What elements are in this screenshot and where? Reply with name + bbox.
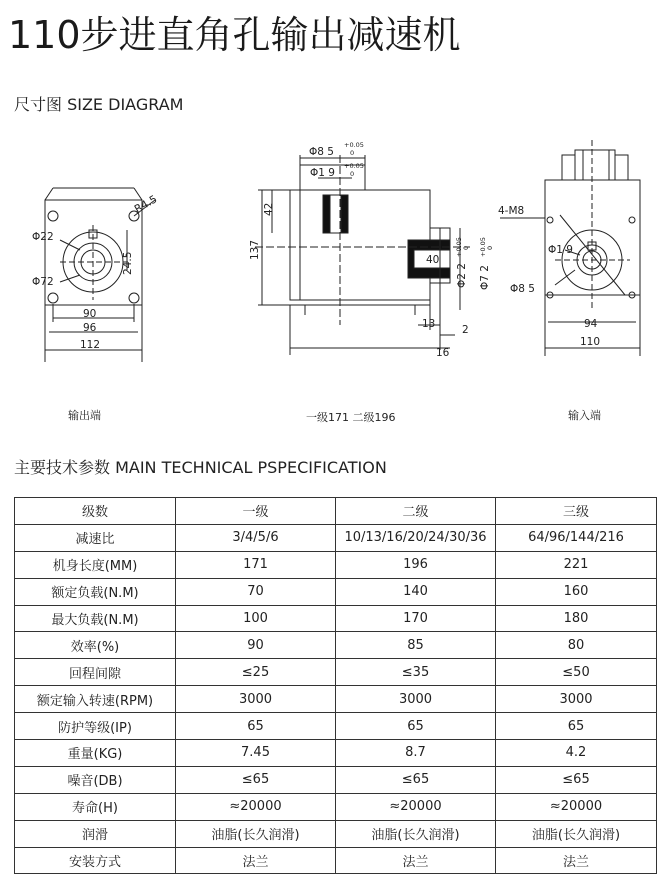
table-cell: 3/4/5/6 (176, 524, 336, 551)
table-row (15, 686, 657, 713)
input-end-label: 输入端 (568, 409, 601, 422)
tol-lower-3: 0 (462, 245, 470, 250)
dim-phi22-left: Φ22 (32, 231, 54, 243)
row-label-cell: 级数 (15, 498, 176, 525)
table-cell: 4.2 (496, 740, 657, 767)
table-row (15, 524, 657, 551)
row-label-cell: 重量(KG) (15, 740, 176, 767)
table-row (15, 820, 657, 847)
table-cell: ≤65 (496, 766, 657, 793)
table-row (15, 847, 657, 874)
table-cell: 7.45 (176, 740, 336, 767)
tol-upper-1: +0.05 (344, 141, 364, 149)
table-cell: 油脂(长久润滑) (176, 820, 336, 847)
dim-phi72-mid: Φ7 2 (479, 265, 491, 290)
table-cell: 180 (496, 605, 657, 632)
table-cell: 65 (336, 713, 496, 740)
table-cell: 64/96/144/216 (496, 524, 657, 551)
dim-phi72-left: Φ72 (32, 276, 54, 288)
table-cell: 三级 (496, 498, 657, 525)
row-label-cell: 机身长度(MM) (15, 551, 176, 578)
dim-r45: R4.5 (132, 193, 160, 216)
table-cell: ≈20000 (496, 793, 657, 820)
row-label-cell: 效率(%) (15, 632, 176, 659)
page-title: 110步进直角孔输出减速机 (8, 13, 461, 57)
dim-phi22-mid: Φ2 2 (456, 263, 468, 288)
dim-94: 94 (584, 318, 598, 330)
row-label-cell: 噪音(DB) (15, 766, 176, 793)
table-cell: 法兰 (336, 847, 496, 874)
table-cell: 70 (176, 578, 336, 605)
table-cell: 196 (336, 551, 496, 578)
table-cell: 油脂(长久润滑) (496, 820, 657, 847)
table-cell: 160 (496, 578, 657, 605)
table-cell: 90 (176, 632, 336, 659)
tol-upper-3: +0.05 (455, 237, 463, 257)
table-cell: 二级 (336, 498, 496, 525)
spec-table (14, 497, 657, 874)
row-label-cell: 防护等级(IP) (15, 713, 176, 740)
size-diagram (0, 120, 671, 430)
table-row (15, 578, 657, 605)
table-cell: ≤65 (336, 766, 496, 793)
table-cell: 80 (496, 632, 657, 659)
table-cell: 65 (496, 713, 657, 740)
table-cell: 100 (176, 605, 336, 632)
tol-upper-2: +0.05 (344, 162, 364, 170)
table-row (15, 740, 657, 767)
dim-phi19-mid: Φ1 9 (310, 167, 335, 179)
table-row (15, 605, 657, 632)
table-cell: 10/13/16/20/24/30/36 (336, 524, 496, 551)
table-cell: 85 (336, 632, 496, 659)
table-row (15, 659, 657, 686)
table-cell: 法兰 (496, 847, 657, 874)
row-label-cell: 额定输入转速(RPM) (15, 686, 176, 713)
dim-40: 40 (426, 254, 440, 266)
dim-137: 137 (249, 239, 261, 260)
dim-phi85-right: Φ8 5 (510, 283, 535, 295)
row-label-cell: 寿命(H) (15, 793, 176, 820)
tol-upper-4: +0.05 (479, 237, 487, 257)
dim-24-5: 24.5 (122, 251, 134, 275)
table-cell: ≤35 (336, 659, 496, 686)
table-cell: ≤50 (496, 659, 657, 686)
dim-112: 112 (80, 339, 101, 351)
table-cell: 8.7 (336, 740, 496, 767)
table-cell: 170 (336, 605, 496, 632)
dim-13: 13 (422, 318, 436, 330)
table-cell: 法兰 (176, 847, 336, 874)
dim-16: 16 (436, 347, 450, 359)
table-cell: 3000 (176, 686, 336, 713)
table-cell: ≈20000 (176, 793, 336, 820)
table-cell: ≤25 (176, 659, 336, 686)
table-row (15, 498, 657, 525)
diagram-heading: 尺寸图 SIZE DIAGRAM (14, 95, 184, 114)
dim-4m8: 4-M8 (498, 205, 525, 217)
row-label-cell: 额定负载(N.M) (15, 578, 176, 605)
row-label-cell: 安装方式 (15, 847, 176, 874)
table-cell: 油脂(长久润滑) (336, 820, 496, 847)
spec-table-body (15, 498, 657, 874)
tol-lower-4: 0 (486, 245, 494, 250)
table-row (15, 632, 657, 659)
dim-96: 96 (83, 322, 97, 334)
table-cell: 140 (336, 578, 496, 605)
tol-lower-2: 0 (350, 170, 355, 178)
table-cell: 171 (176, 551, 336, 578)
table-cell: 3000 (496, 686, 657, 713)
table-cell: 65 (176, 713, 336, 740)
table-row (15, 793, 657, 820)
table-cell: 一级 (176, 498, 336, 525)
dim-90: 90 (83, 308, 97, 320)
technical-drawing (0, 120, 671, 430)
row-label-cell: 最大负载(N.M) (15, 605, 176, 632)
dim-phi85-mid: Φ8 5 (309, 146, 334, 158)
table-row (15, 766, 657, 793)
spec-heading: 主要技术参数 MAIN TECHNICAL PSPECIFICATION (14, 458, 387, 477)
dim-42: 42 (263, 202, 275, 216)
dim-110: 110 (580, 336, 601, 348)
length-label: 一级171 二级196 (306, 411, 396, 424)
output-end-label: 输出端 (68, 409, 101, 422)
dim-phi19-right: Φ1 9 (548, 244, 573, 256)
table-row (15, 551, 657, 578)
table-cell: ≤65 (176, 766, 336, 793)
dim-2: 2 (462, 324, 469, 336)
table-cell: 221 (496, 551, 657, 578)
table-row (15, 713, 657, 740)
row-label-cell: 回程间隙 (15, 659, 176, 686)
row-label-cell: 减速比 (15, 524, 176, 551)
table-cell: ≈20000 (336, 793, 496, 820)
tol-lower-1: 0 (350, 149, 355, 157)
table-cell: 3000 (336, 686, 496, 713)
row-label-cell: 润滑 (15, 820, 176, 847)
